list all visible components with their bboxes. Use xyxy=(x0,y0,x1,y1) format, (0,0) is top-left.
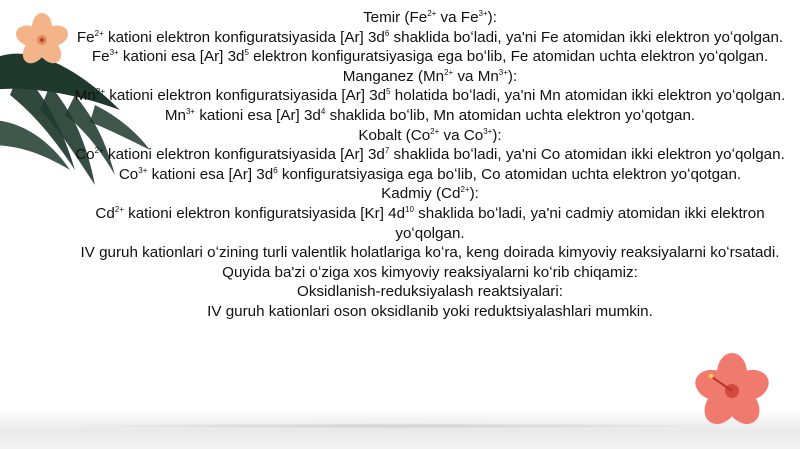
text-segment: Kadmiy (Cd xyxy=(381,185,461,203)
superscript: 5 xyxy=(244,48,249,58)
text-segment: kationi elektron konfiguratsiyasida [Ar] 3d xyxy=(103,28,385,46)
superscript: 2+ xyxy=(460,185,470,195)
text-segment: shaklida boʻladi, ya'ni cadmiy atomidan ikki elektron yoʻqolgan. xyxy=(395,204,765,242)
text-segment: Oksidlanish-reduksiyalash reaktsiyalari: xyxy=(297,283,563,301)
text-segment: IV guruh kationlari oson oksidlanib yoki reduktsiyalashlari mumkin. xyxy=(207,302,653,320)
text-segment: Co xyxy=(75,146,95,164)
text-line xyxy=(70,126,790,146)
text-segment: kationi esa [Ar] 3d xyxy=(195,106,321,124)
text-segment: kationi elektron konfiguratsiyasida [Ar] 3d xyxy=(103,146,385,164)
text-segment: ): xyxy=(469,185,479,203)
text-segment: Cd xyxy=(95,204,115,222)
text-segment: kationi esa [Ar] 3d xyxy=(118,48,245,66)
text-segment: holatida boʻladi, ya'ni Mn atomidan ikki elektron yoʻqolgan. xyxy=(390,87,786,105)
text-segment: Fe xyxy=(91,48,110,66)
superscript: 2+ xyxy=(430,126,440,136)
superscript: 3+ xyxy=(483,126,493,136)
text-segment: Manganez (Mn xyxy=(342,67,445,85)
superscript: 2+ xyxy=(95,87,105,97)
superscript: 2+ xyxy=(94,28,104,38)
superscript: 6 xyxy=(384,28,390,38)
superscript: 2+ xyxy=(427,9,437,18)
superscript: 3+ xyxy=(109,48,119,58)
text-line xyxy=(70,282,790,302)
text-line xyxy=(70,302,790,322)
superscript: 2+ xyxy=(444,67,454,77)
text-segment: kationi elektron konfiguratsiyasida [Ar] 3d xyxy=(105,87,387,105)
superscript: 3+ xyxy=(138,165,148,175)
text-segment: Fe xyxy=(76,28,95,46)
text-line xyxy=(70,184,790,204)
superscript: 5 xyxy=(386,87,391,97)
text-segment: va Mn xyxy=(453,67,499,85)
text-segment: Temir (Fe xyxy=(363,9,428,26)
text-line xyxy=(70,204,790,243)
superscript: 2+ xyxy=(94,146,104,156)
text-segment: va Co xyxy=(439,126,484,144)
superscript: 7 xyxy=(384,146,390,156)
text-segment: kationi elektron konfiguratsiyasida [Kr] 4d xyxy=(123,204,406,222)
text-line xyxy=(70,86,790,106)
text-segment: elektron konfiguratsiyasiga ega boʻlib, Fe atomidan uchta elektron yoʻqolgan. xyxy=(248,48,769,66)
text-segment: Mn xyxy=(74,87,96,105)
text-segment: va Fe xyxy=(436,9,479,26)
text-line xyxy=(70,106,790,126)
slide-text xyxy=(70,8,790,322)
text-segment: shaklida boʻlib, Mn atomidan uchta elektron yoʻqotgan. xyxy=(325,106,696,124)
hibiscus-flower-icon xyxy=(670,345,780,435)
text-segment: ): xyxy=(507,67,518,85)
text-segment: ): xyxy=(487,9,497,26)
text-segment: Mn xyxy=(164,106,186,124)
text-line xyxy=(70,145,790,165)
bottom-divider xyxy=(60,423,740,429)
text-segment: IV guruh kationlari oʻzining turli valentlik holatlariga koʻra, keng doirada kimyoviy reaksiyalarni koʻrsatadi. Quyida ba'zi oʻziga xos kimyoviy reaksiyalarni koʻrib chiqamiz: xyxy=(80,244,780,281)
text-segment: Co xyxy=(118,165,139,183)
text-line xyxy=(70,8,790,28)
text-segment: Kobalt (Co xyxy=(358,126,431,144)
superscript: 4 xyxy=(320,106,326,116)
text-line xyxy=(70,243,790,282)
text-segment: ): xyxy=(492,126,502,144)
text-line xyxy=(70,47,790,67)
superscript: 2+ xyxy=(114,204,124,214)
superscript: 3+ xyxy=(478,9,488,18)
text-line xyxy=(70,67,790,87)
superscript: 10 xyxy=(405,204,414,214)
text-line xyxy=(70,165,790,185)
text-segment: shaklida boʻladi, ya'ni Fe atomidan ikki elektron yoʻqolgan. xyxy=(389,28,784,46)
text-segment: shaklida boʻladi, ya'ni Co atomidan ikki elektron yoʻqolgan. xyxy=(389,146,785,164)
text-segment: konfiguratsiyasiga ega boʻlib, Co atomidan uchta elektron yoʻqotgan. xyxy=(277,165,742,183)
text-segment: kationi esa [Ar] 3d xyxy=(147,165,274,183)
superscript: 3+ xyxy=(185,106,196,116)
superscript: 6 xyxy=(273,165,278,175)
text-line xyxy=(70,28,790,48)
superscript: 3+ xyxy=(498,67,508,77)
